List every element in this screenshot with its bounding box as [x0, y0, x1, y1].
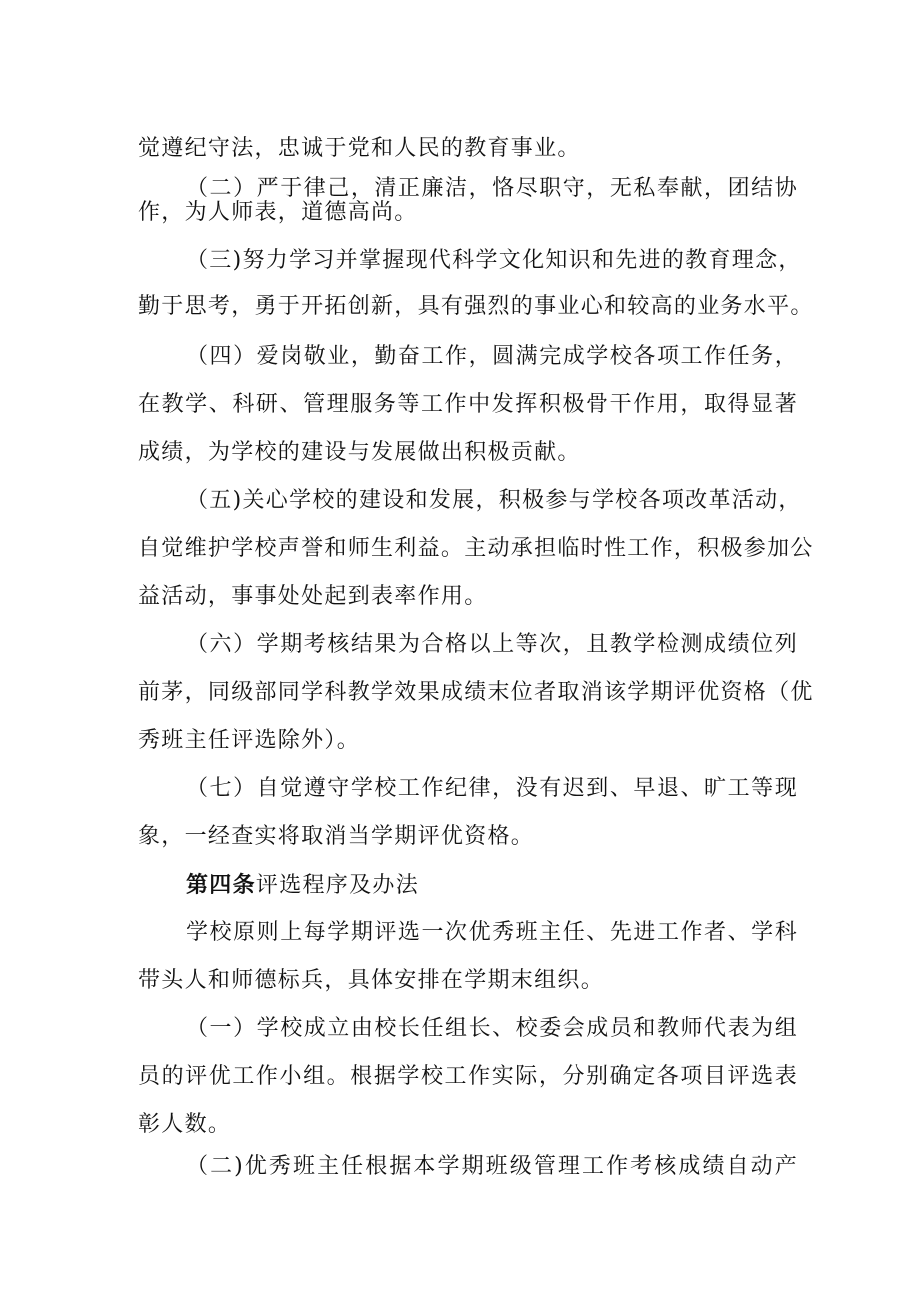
text-line: 彰人数。 — [138, 1112, 232, 1137]
text-line: 象，一经查实将取消当学期评优资格。 — [138, 824, 535, 849]
text-line: 觉遵纪守法，忠诚于党和人民的教育事业。 — [138, 136, 581, 161]
text-line: 前茅，同级部同学科教学效果成绩末位者取消该学期评优资格（优 — [138, 680, 814, 705]
text-line: （二）严于律己，清正廉洁，恪尽职守，无私奉献，团结协 — [186, 176, 798, 201]
text-line: （五)关心学校的建设和发展，积极参与学校各项改革活动， — [186, 488, 802, 513]
text-line: （二)优秀班主任根据本学期班级管理工作考核成绩自动产 — [186, 1154, 798, 1179]
text-line: 益活动，事事处处起到表率作用。 — [138, 584, 488, 609]
text-line: （六）学期考核结果为合格以上等次，且教学检测成绩位列 — [186, 632, 798, 657]
text-line: 勤于思考，勇于开拓创新，具有强烈的事业心和较高的业务水平。 — [138, 294, 814, 319]
text-line: 员的评优工作小组。根据学校工作实际，分别确定各项目评选表 — [138, 1064, 798, 1089]
article-title: 评选程序及办法 — [255, 873, 420, 898]
text-line: 成绩，为学校的建设与发展做出积极贡献。 — [138, 440, 581, 465]
article-label: 第四条 — [186, 872, 256, 898]
text-line: 学校原则上每学期评选一次优秀班主任、先进工作者、学科 — [186, 920, 798, 945]
text-line: （四）爱岗敬业，勤奋工作，圆满完成学校各项工作任务， — [186, 344, 798, 369]
text-line: （七）自觉遵守学校工作纪律，没有迟到、早退、旷工等现 — [186, 776, 798, 801]
text-line: 秀班主任评选除外）。 — [138, 728, 361, 753]
article-heading — [186, 874, 798, 897]
text-line: （三)努力学习并掌握现代科学文化知识和先进的教育理念， — [186, 248, 802, 273]
text-line: 带头人和师德标兵，具体安排在学期末组织。 — [138, 968, 605, 993]
text-line: 作，为人师表，道德高尚。 — [138, 200, 418, 225]
text-line: 自觉维护学校声誉和师生利益。主动承担临时性工作，积极参加公 — [138, 536, 814, 561]
text-line: （一）学校成立由校长任组长、校委会成员和教师代表为组 — [186, 1016, 798, 1041]
text-line: 在教学、科研、管理服务等工作中发挥积极骨干作用，取得显著 — [138, 392, 798, 417]
